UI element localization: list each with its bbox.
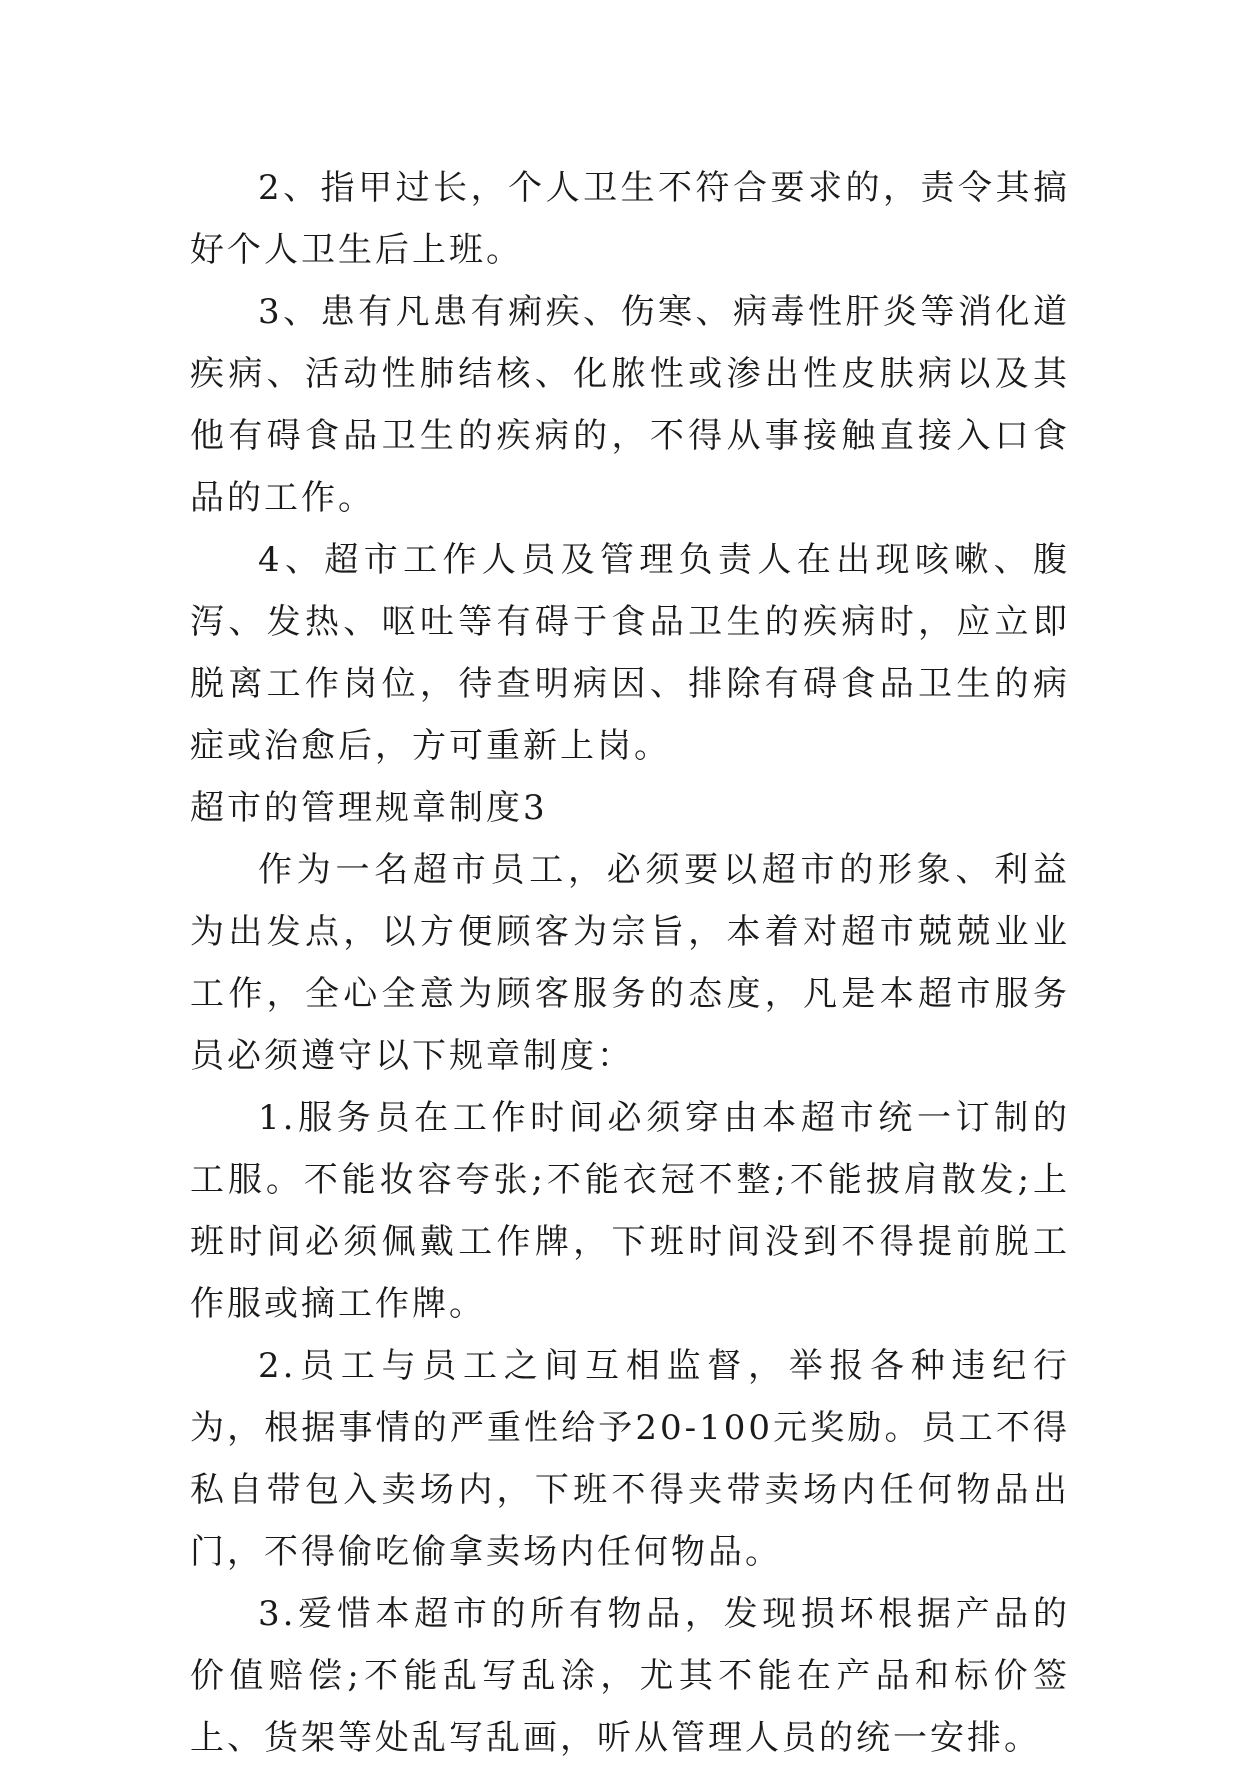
paragraph-rule-3: 3、患有凡患有痢疾、伤寒、病毒性肝炎等消化道疾病、活动性肺结核、化脓性或渗出性皮肤病以及其他有碍食品卫生的疾病的，不得从事接触直接入口食品的工作。 (190, 292, 1070, 518)
section-heading: 超市的管理规章制度3 (190, 788, 548, 828)
document-body (190, 157, 1070, 1769)
paragraph-rule-2: 2、指甲过长，个人卫生不符合要求的，责令其搞好个人卫生后上班。 (190, 168, 1070, 270)
paragraph-item-3: 3.爱惜本超市的所有物品，发现损坏根据产品的价值赔偿;不能乱写乱涂，尤其不能在产品和标价签上、货架等处乱写乱画，听从管理人员的统一安排。 (190, 1594, 1070, 1758)
paragraph-item-1: 1.服务员在工作时间必须穿由本超市统一订制的工服。不能妆容夸张;不能衣冠不整;不能披肩散发;上班时间必须佩戴工作牌，下班时间没到不得提前脱工作服或摘工作牌。 (190, 1098, 1070, 1324)
paragraph-intro: 作为一名超市员工，必须要以超市的形象、利益为出发点，以方便顾客为宗旨，本着对超市兢兢业业工作，全心全意为顾客服务的态度，凡是本超市服务员必须遵守以下规章制度： (190, 850, 1070, 1076)
paragraph-item-2: 2.员工与员工之间互相监督，举报各种违纪行为，根据事情的严重性给予20-100元奖励。员工不得私自带包入卖场内，下班不得夹带卖场内任何物品出门，不得偷吃偷拿卖场内任何物品。 (190, 1346, 1070, 1572)
paragraph-rule-4: 4、超市工作人员及管理负责人在出现咳嗽、腹泻、发热、呕吐等有碍于食品卫生的疾病时，应立即脱离工作岗位，待查明病因、排除有碍食品卫生的病症或治愈后，方可重新上岗。 (190, 540, 1070, 766)
